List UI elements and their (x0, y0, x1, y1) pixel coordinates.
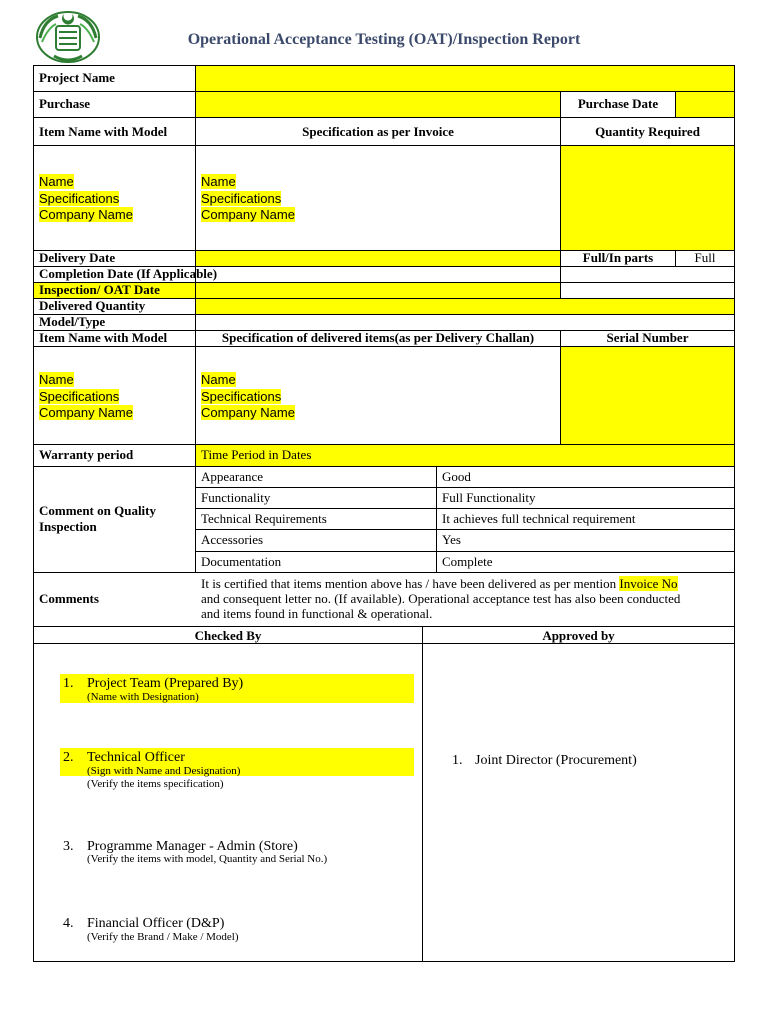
purchase-label: Purchase (39, 96, 91, 111)
comments-line-2: and consequent letter no. (If available). Operational acceptance test has also been conducted (201, 591, 681, 606)
checker-4-title: Financial Officer (D&P) (87, 916, 225, 931)
comments-line-3: and items found in functional & operational. (201, 606, 433, 621)
checker-3-title: Programme Manager - Admin (Store) (87, 839, 298, 854)
purchase-date-label: Purchase Date (577, 96, 659, 111)
quality-aspect-functionality: Functionality (201, 490, 271, 505)
item-company-text: Company Name (39, 207, 133, 222)
comments-text (196, 576, 734, 621)
checker-2-note: (Sign with Name and Designation) (87, 765, 241, 777)
spec-spec-text: Specifications (201, 190, 282, 206)
item-name-label-2: Item Name with Model (39, 330, 168, 345)
item-spec-text: Specifications (39, 190, 120, 206)
quality-result-functionality: Full Functionality (442, 490, 536, 505)
quality-aspect-accessories: Accessories (201, 532, 264, 547)
checker-4-number: 4. (63, 916, 74, 931)
delivered-spec-spec: Specifications (201, 388, 282, 404)
full-in-parts-label: Full/In parts (582, 250, 654, 265)
approver-title: Joint Director (Procurement) (475, 753, 637, 768)
delivered-item-spec: Specifications (39, 388, 120, 404)
item-name-label: Item Name with Model (39, 124, 168, 139)
completion-date-label: Completion Date (If Applicable) (39, 266, 218, 281)
delivery-date-label: Delivery Date (39, 250, 116, 265)
checker-2-note-2: (Verify the items specification) (87, 778, 224, 790)
checker-1-note: (Name with Designation) (87, 691, 199, 703)
checker-1-title: Project Team (Prepared By) (87, 676, 244, 691)
checked-by-label: Checked By (194, 628, 262, 643)
warranty-label: Warranty period (39, 447, 134, 462)
spec-details-list (201, 174, 295, 224)
quality-result-documentation: Complete (442, 554, 493, 569)
checker-1-number: 1. (63, 676, 74, 691)
delivered-quantity-label: Delivered Quantity (39, 298, 146, 313)
checker-4-note: (Verify the Brand / Make / Model) (87, 931, 239, 943)
approved-by-label: Approved by (542, 628, 615, 643)
delivered-spec-name: Name (201, 372, 236, 387)
spec-invoice-label: Specification as per Invoice (302, 124, 454, 139)
model-type-label: Model/Type (39, 314, 106, 329)
delivered-spec-company: Company Name (201, 405, 295, 420)
approver-number: 1. (452, 753, 463, 768)
quantity-required-label: Quantity Required (595, 124, 700, 139)
delivered-item-name: Name (39, 372, 74, 387)
full-value: Full (694, 250, 716, 265)
serial-number-label: Serial Number (606, 330, 689, 345)
comments-line-1: It is certified that items mention above has / have been delivered as per mention (201, 576, 620, 591)
quality-aspect-technical: Technical Requirements (201, 511, 327, 526)
project-name-label: Project Name (39, 70, 115, 85)
quality-aspect-documentation: Documentation (201, 554, 282, 569)
spec-name-text: Name (201, 174, 236, 189)
spec-delivered-label: Specification of delivered items(as per Delivery Challan) (221, 330, 535, 345)
quality-inspection-label: Comment on Quality Inspection (39, 503, 156, 534)
warranty-value: Time Period in Dates (201, 447, 312, 462)
delivered-item-company: Company Name (39, 405, 133, 420)
page-title: Operational Acceptance Testing (OAT)/Inspection Report (187, 31, 581, 48)
spec-company-text: Company Name (201, 207, 295, 222)
checker-3-number: 3. (63, 839, 74, 854)
delivered-spec-list (201, 372, 295, 422)
quality-result-technical: It achieves full technical requirement (442, 511, 636, 526)
quality-result-appearance: Good (442, 469, 471, 484)
comments-label: Comments (39, 591, 99, 606)
checker-2-title: Technical Officer (87, 750, 185, 765)
item-name-text: Name (39, 174, 74, 189)
quality-result-accessories: Yes (442, 532, 461, 547)
item-details-list (39, 174, 133, 224)
delivered-item-list (39, 372, 133, 422)
invoice-no-highlight: Invoice No (619, 576, 678, 591)
inspection-date-label: Inspection/ OAT Date (39, 282, 160, 297)
checker-3-note: (Verify the items with model, Quantity and Serial No.) (87, 853, 328, 865)
checker-2-number: 2. (63, 750, 74, 765)
quality-aspect-appearance: Appearance (201, 469, 264, 484)
